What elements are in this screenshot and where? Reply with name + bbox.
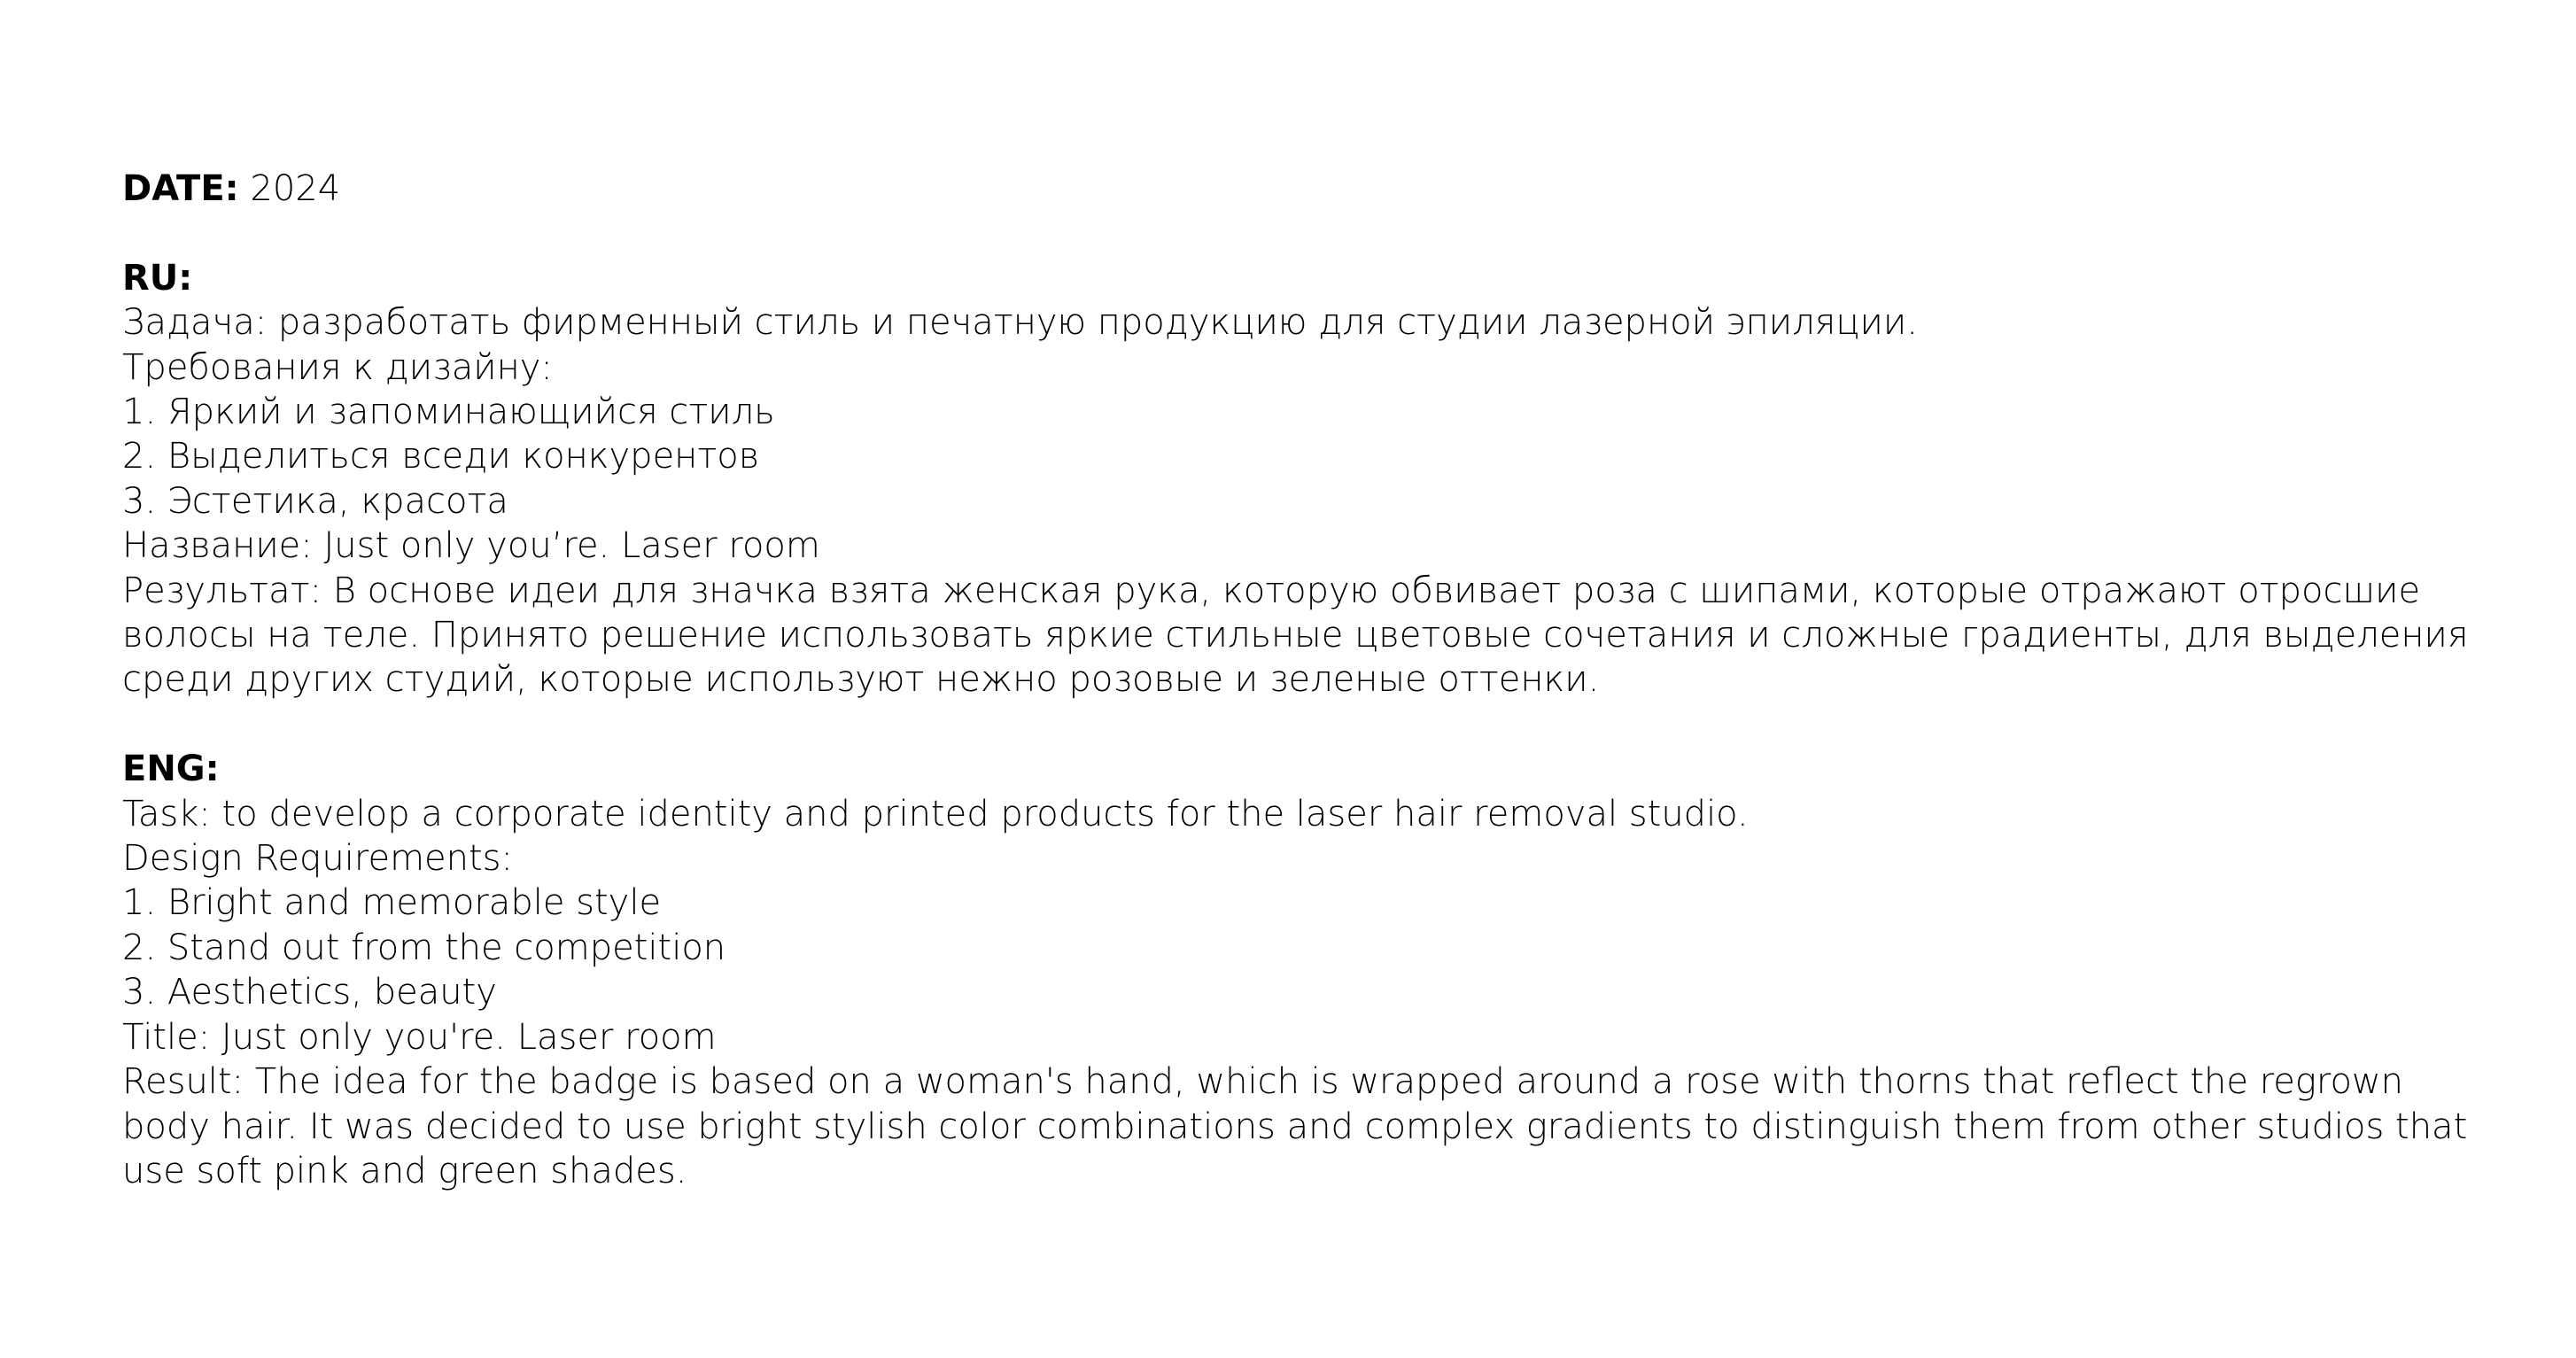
eng-requirement-2: 2. Stand out from the competition (122, 927, 726, 968)
date-line (122, 167, 2479, 211)
eng-title: Title: Just only you're. Laser room (122, 1016, 717, 1058)
date-value: 2024 (238, 168, 341, 209)
project-description (122, 167, 2479, 1193)
ru-section (122, 256, 2479, 702)
spacer (122, 702, 2479, 747)
ru-requirement-3: 3. Эстетика, красота (122, 480, 508, 522)
eng-requirement-1: 1. Bright and memorable style (122, 882, 662, 924)
ru-task: Задача: разработать фирменный стиль и печатную продукцию для студии лазерной эпиляции. (122, 302, 1918, 344)
eng-section (122, 747, 2479, 1193)
eng-requirements-title: Design Requirements: (122, 838, 513, 880)
ru-name: Название: Just only you’re. Laser room (122, 525, 820, 567)
eng-heading: ENG: (122, 749, 220, 790)
eng-requirement-3: 3. Aesthetics, beauty (122, 972, 497, 1013)
spacer (122, 211, 2479, 255)
eng-task: Task: to develop a corporate identity and printed products for the laser hair removal studio. (122, 793, 1749, 834)
ru-requirement-2: 2. Выделиться вседи конкурентов (122, 436, 760, 477)
date-label: DATE: (122, 168, 239, 209)
ru-result: Результат: В основе идеи для значка взята женская рука, которую обвивает роза с шипами, которые отражают отросшие волосы на теле. Принято решение использовать яркие стильные цветовые сочетания и сложные градиенты, для выделения среди других студий, которые используют нежно розовые и зеленые оттенки. (122, 570, 2469, 701)
ru-requirement-1: 1. Яркий и запоминающийся стиль (122, 392, 775, 433)
ru-requirements-title: Требования к дизайну: (122, 346, 553, 388)
eng-result: Result: The idea for the badge is based on a woman's hand, which is wrapped around a rose with thorns that reflect the regrown body hair. It was decided to use bright stylish color combinations and complex gradients to distinguish them from other studios that use soft pink and green shades. (122, 1061, 2468, 1191)
ru-heading: RU: (122, 257, 193, 299)
